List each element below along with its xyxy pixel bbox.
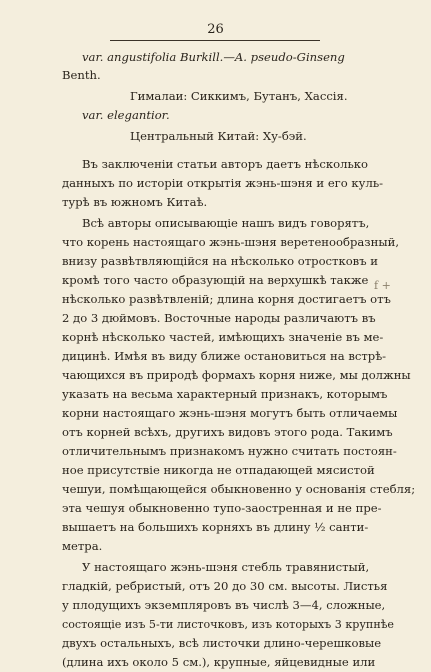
text-line: метра. (62, 539, 103, 553)
text-line: У настоящаго жэнь-шэня стебль травянистый, (82, 560, 370, 574)
text-line: внизу развѣтвляющійся на нѣсколько отростковъ и (62, 254, 379, 268)
text-line: кромѣ того часто образующій на верхушкѣ также (62, 273, 369, 287)
margin-annotation: f + (374, 279, 391, 292)
text-line: что корень настоящаго жэнь-шэня веретенообразный, (62, 235, 399, 249)
text-line: гладкій, ребристый, отъ 20 до 30 см. высоты. Листья (62, 579, 388, 593)
text-line: двухъ остальныхъ, всѣ листочки длино-черешковые (62, 636, 382, 650)
text-line: у плодущихъ экземпляровъ въ числѣ 3—4, сложные, (62, 598, 386, 612)
text-line: Всѣ авторы описывающіе нашъ видъ говорятъ, (82, 216, 370, 230)
text-line: Центральный Китай: Ху-бэй. (130, 129, 307, 143)
text-line: данныхъ по исторіи открытія жэнь-шэня и его куль- (62, 176, 384, 190)
text-line: эта чешуя обыкновенно тупо-заостренная и не пре- (62, 501, 382, 515)
text-line: Benth. (62, 68, 101, 82)
text-line: дицинѣ. Имѣя въ виду ближе остановиться на встрѣ- (62, 349, 387, 363)
text-line: турѣ въ южномъ Китаѣ. (62, 195, 208, 209)
text-line: вышаетъ на большихъ корняхъ въ длину ½ санти- (62, 520, 369, 534)
text-line: состоящіе изъ 5-ти листочковъ, изъ которыхъ 3 крупнѣе (62, 618, 394, 631)
text-line: Гималаи: Сиккимъ, Бутанъ, Хассія. (130, 89, 348, 103)
text-line: корнѣ нѣсколько частей, имѣющихъ значеніе въ ме- (62, 330, 384, 344)
text-line: 2 до 3 дюймовъ. Восточные народы различаютъ въ (62, 311, 376, 325)
text-line: чешуи, помѣщающейся обыкновенно у основанія стебля; (62, 482, 416, 496)
text-line: нѣсколько развѣтвленій; длина корня достигаетъ отъ (62, 292, 391, 306)
text-line: var. angustifolia Burkill.—A. pseudo-Ginseng (82, 50, 345, 64)
header-rule (110, 40, 320, 41)
text-line: отъ корней всѣхъ, другихъ видовъ этого рода. Такимъ (62, 425, 393, 439)
text-line: ное присутствіе никогда не отпадающей мясистой (62, 463, 375, 477)
text-line: чающихся въ природѣ формахъ корня ниже, мы должны (62, 368, 411, 382)
text-line: корни настоящаго жэнь-шэня могутъ быть отличаемы (62, 406, 398, 420)
text-line: указать на весьма характерный признакъ, которымъ (62, 387, 388, 401)
text-line: var. elegantior. (82, 108, 170, 122)
text-line: отличительнымъ признакомъ нужно считать постоян- (62, 444, 397, 458)
text-line: Въ заключеніи статьи авторъ даетъ нѣсколько (82, 157, 368, 171)
page-number: 26 (207, 22, 224, 37)
text-line: (длина ихъ около 5 см.), крупные, яйцевидные или (62, 655, 376, 669)
